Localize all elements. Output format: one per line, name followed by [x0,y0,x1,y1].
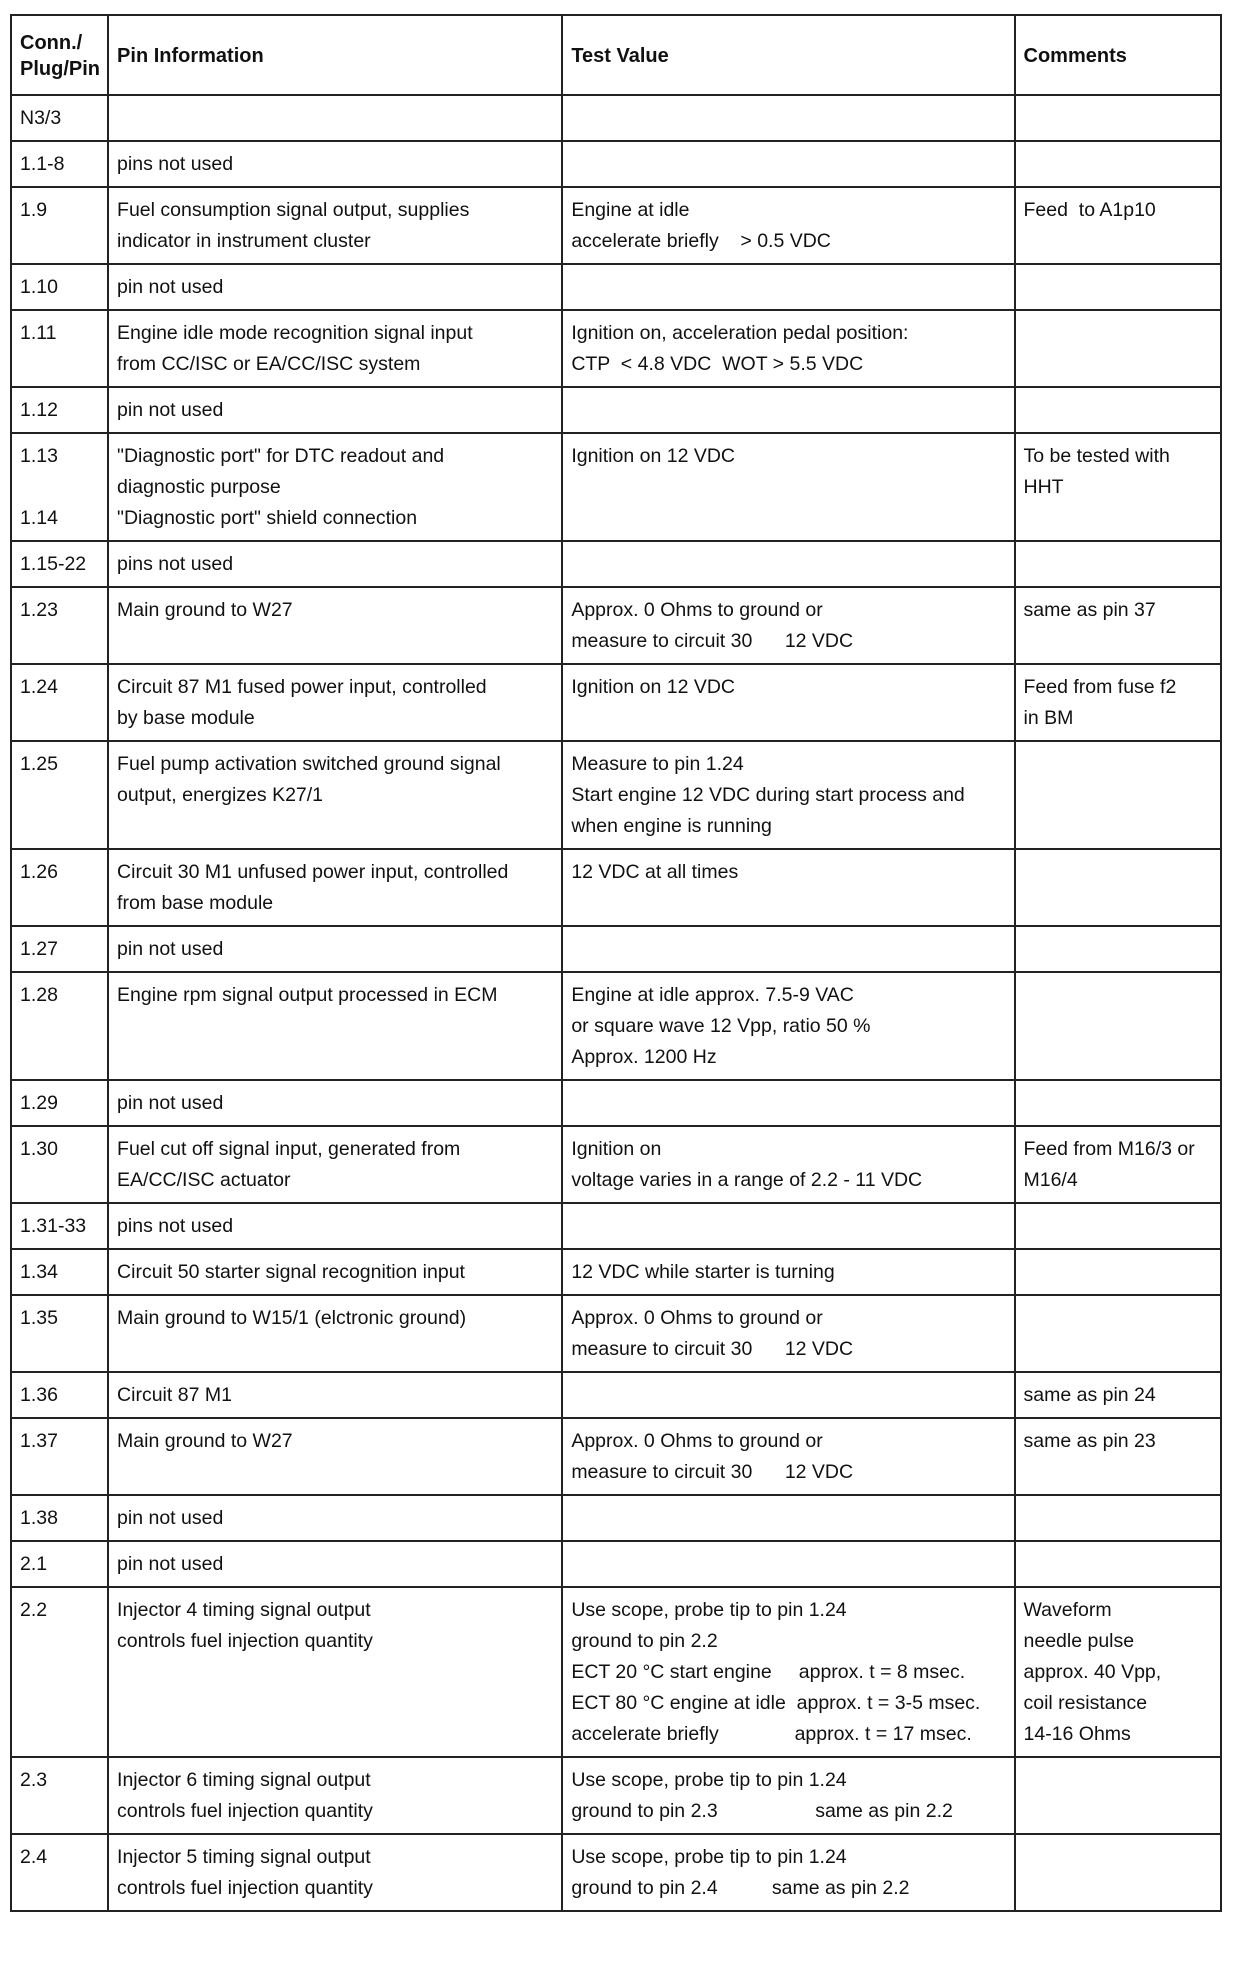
cell-pin [11,1587,108,1757]
cell-test-value [562,1757,1014,1834]
cell-pin-info [108,1418,562,1495]
cell-pin-info [108,849,562,926]
cell-pin-text: 2.2 [20,1599,48,1621]
header-test-value: Test Value [562,15,1014,95]
table-row [11,187,1221,264]
cell-pin-info [108,1295,562,1372]
cell-comment [1015,1295,1222,1372]
cell-pin-text: 1.9 [20,199,48,221]
cell-pin [11,849,108,926]
cell-pin-info-text: Fuel consumption signal output, supplies indicator in instrument cluster [117,199,470,252]
cell-comment [1015,1834,1222,1911]
cell-test-value [562,187,1014,264]
cell-test-value [562,95,1014,141]
cell-test-value [562,741,1014,849]
cell-test-value [562,141,1014,187]
table-row [11,541,1221,587]
cell-pin-info [108,387,562,433]
cell-pin-info [108,1541,562,1587]
table-row [11,849,1221,926]
cell-comment [1015,310,1222,387]
cell-pin-text: 1.30 [20,1138,58,1160]
cell-pin-text: 1.37 [20,1430,58,1452]
table-row [11,1757,1221,1834]
header-pin-info: Pin Information [108,15,562,95]
cell-comment [1015,1126,1222,1203]
cell-test-value-text: Ignition on, acceleration pedal position: CTP < 4.8 VDC WOT > 5.5 VDC [571,322,909,375]
cell-pin-info [108,1757,562,1834]
cell-pin-text: 1.11 [20,322,57,344]
header-conn: Conn./ Plug/Pin [11,15,108,95]
table-row [11,310,1221,387]
cell-test-value [562,387,1014,433]
cell-test-value-text: Use scope, probe tip to pin 1.24 ground to pin 2.3 same as pin 2.2 [571,1769,953,1822]
cell-test-value-text: Engine at idle accelerate briefly > 0.5 VDC [571,199,831,252]
cell-pin-info [108,972,562,1080]
cell-test-value-text: 12 VDC while starter is turning [571,1261,835,1283]
cell-pin-info-text: Main ground to W27 [117,599,293,621]
cell-comment-text: same as pin 37 [1023,599,1156,621]
cell-pin [11,1080,108,1126]
cell-pin-info-text: Engine idle mode recognition signal input from CC/ISC or EA/CC/ISC system [117,322,473,375]
cell-comment [1015,187,1222,264]
cell-test-value-text: Use scope, probe tip to pin 1.24 ground to pin 2.4 same as pin 2.2 [571,1846,910,1899]
cell-pin-info [108,541,562,587]
cell-pin-info [108,664,562,741]
cell-test-value [562,1295,1014,1372]
cell-pin-info-text: Injector 5 timing signal output controls fuel injection quantity [117,1846,373,1899]
table-row [11,1203,1221,1249]
cell-test-value [562,1080,1014,1126]
cell-pin-info-text: Engine rpm signal output processed in ECM [117,984,498,1006]
cell-test-value [562,1495,1014,1541]
cell-pin-info-text: Fuel cut off signal input, generated from EA/CC/ISC actuator [117,1138,461,1191]
cell-comment [1015,95,1222,141]
cell-comment [1015,1587,1222,1757]
cell-comment-text: same as pin 23 [1023,1430,1156,1452]
cell-pin [11,264,108,310]
cell-test-value [562,664,1014,741]
cell-test-value [562,433,1014,541]
cell-test-value [562,1203,1014,1249]
cell-pin-info-text: pin not used [117,399,224,421]
cell-pin-info-text: Fuel pump activation switched ground signal output, energizes K27/1 [117,753,501,806]
cell-test-value [562,310,1014,387]
cell-test-value [562,1587,1014,1757]
cell-test-value [562,541,1014,587]
cell-pin-text: 1.25 [20,753,58,775]
cell-comment [1015,387,1222,433]
cell-pin-info [108,1834,562,1911]
cell-pin-info-text: pin not used [117,1092,224,1114]
cell-pin [11,741,108,849]
cell-pin [11,1834,108,1911]
cell-test-value-text: Approx. 0 Ohms to ground or measure to circuit 30 12 VDC [571,1430,854,1483]
cell-pin [11,541,108,587]
cell-test-value-text: 12 VDC at all times [571,861,739,883]
cell-test-value-text: Engine at idle approx. 7.5-9 VAC or square wave 12 Vpp, ratio 50 % Approx. 1200 Hz [571,984,871,1068]
cell-pin-info-text: pins not used [117,1215,234,1237]
cell-pin [11,1541,108,1587]
table-row [11,1587,1221,1757]
cell-test-value [562,1418,1014,1495]
table-row [11,433,1221,541]
cell-comment [1015,433,1222,541]
cell-pin [11,664,108,741]
cell-pin-text: 1.12 [20,399,58,421]
cell-pin-text: 2.4 [20,1846,48,1868]
cell-comment [1015,1418,1222,1495]
cell-pin-info [108,741,562,849]
cell-comment-text: Feed from fuse f2 in BM [1023,676,1177,729]
cell-pin-text: 1.29 [20,1092,58,1114]
cell-pin [11,187,108,264]
cell-pin-info [108,1495,562,1541]
cell-test-value [562,849,1014,926]
cell-pin-info-text: Injector 6 timing signal output controls fuel injection quantity [117,1769,373,1822]
cell-pin-text: 1.13 1.14 [20,445,58,529]
table-row [11,972,1221,1080]
cell-pin-text: 1.38 [20,1507,58,1529]
cell-test-value [562,1541,1014,1587]
cell-pin-info [108,1203,562,1249]
cell-test-value-text: Approx. 0 Ohms to ground or measure to circuit 30 12 VDC [571,599,854,652]
cell-comment [1015,141,1222,187]
cell-pin-text: 1.15-22 [20,553,87,575]
cell-comment [1015,1080,1222,1126]
cell-pin [11,1203,108,1249]
cell-pin-text: 1.23 [20,599,58,621]
cell-pin [11,1295,108,1372]
table-row [11,1080,1221,1126]
cell-pin-text: 1.34 [20,1261,58,1283]
cell-pin [11,587,108,664]
cell-comment [1015,587,1222,664]
cell-pin-text: 2.3 [20,1769,48,1791]
table-row [11,587,1221,664]
cell-pin [11,95,108,141]
cell-pin [11,387,108,433]
cell-pin-info-text: pins not used [117,153,234,175]
cell-pin-text: 1.26 [20,861,58,883]
cell-pin-info-text: pin not used [117,1507,224,1529]
cell-pin-info-text: "Diagnostic port" for DTC readout and diagnostic purpose "Diagnostic port" shield connection [117,445,445,529]
cell-test-value [562,972,1014,1080]
cell-pin-text: 1.36 [20,1384,58,1406]
cell-comment [1015,1541,1222,1587]
cell-pin [11,1418,108,1495]
cell-pin-info [108,587,562,664]
cell-comment [1015,1249,1222,1295]
cell-pin-info-text: pin not used [117,1553,224,1575]
cell-pin-info-text: pin not used [117,276,224,298]
cell-pin-info [108,310,562,387]
cell-pin-text: 1.10 [20,276,58,298]
cell-test-value-text: Ignition on 12 VDC [571,445,735,467]
cell-pin-info [108,433,562,541]
cell-pin [11,141,108,187]
cell-comment [1015,1757,1222,1834]
table-row [11,926,1221,972]
cell-pin [11,1495,108,1541]
table-row [11,264,1221,310]
cell-pin-text: 1.1-8 [20,153,65,175]
cell-pin-info [108,187,562,264]
cell-pin [11,433,108,541]
cell-pin-info [108,1080,562,1126]
cell-pin-text: 1.35 [20,1307,58,1329]
cell-test-value-text: Use scope, probe tip to pin 1.24 ground to pin 2.2 ECT 20 °C start engine approx. t = 8 msec. ECT 80 °C engine at idle approx. t = 3-5 msec. accelerate briefly approx. t = 17 msec. [571,1599,981,1745]
cell-comment [1015,664,1222,741]
cell-pin-info-text: Main ground to W27 [117,1430,293,1452]
cell-test-value [562,1834,1014,1911]
table-row [11,1249,1221,1295]
table-row [11,1495,1221,1541]
cell-pin-info [108,95,562,141]
cell-pin-info-text: Circuit 87 M1 [117,1384,232,1406]
cell-pin-info-text: Circuit 30 M1 unfused power input, controlled from base module [117,861,509,914]
cell-comment-text: To be tested with HHT [1023,445,1170,498]
cell-comment [1015,741,1222,849]
cell-pin-info-text: pin not used [117,938,224,960]
cell-pin-info [108,264,562,310]
cell-comment-text: same as pin 24 [1023,1384,1156,1406]
cell-comment [1015,926,1222,972]
cell-test-value [562,1249,1014,1295]
cell-comment [1015,1372,1222,1418]
table-row [11,1834,1221,1911]
cell-pin-text: 1.31-33 [20,1215,87,1237]
table-row [11,1541,1221,1587]
cell-test-value [562,1372,1014,1418]
pin-table [10,14,1222,1912]
cell-comment [1015,264,1222,310]
pin-table-sheet [10,14,1222,1912]
cell-pin-info [108,926,562,972]
cell-pin-info-text: Injector 4 timing signal output controls fuel injection quantity [117,1599,373,1652]
cell-pin-info-text: Circuit 50 starter signal recognition input [117,1261,465,1283]
table-row [11,387,1221,433]
cell-comment-text: Feed to A1p10 [1023,199,1156,221]
cell-pin-info-text: Circuit 87 M1 fused power input, controlled by base module [117,676,487,729]
cell-pin-info [108,1372,562,1418]
cell-test-value-text: Measure to pin 1.24 Start engine 12 VDC during start process and when engine is running [571,753,965,837]
cell-test-value [562,1126,1014,1203]
header-row [11,15,1221,95]
table-row [11,1418,1221,1495]
cell-pin [11,926,108,972]
cell-test-value [562,587,1014,664]
table-row [11,1295,1221,1372]
cell-pin [11,1126,108,1203]
table-row [11,95,1221,141]
cell-comment-text: Waveform needle pulse approx. 40 Vpp, coil resistance 14-16 Ohms [1023,1599,1162,1745]
cell-pin-text: 1.27 [20,938,58,960]
cell-test-value-text: Ignition on 12 VDC [571,676,735,698]
cell-pin-info-text: Main ground to W15/1 (elctronic ground) [117,1307,467,1329]
table-row [11,664,1221,741]
cell-pin [11,1249,108,1295]
cell-pin [11,310,108,387]
cell-comment [1015,972,1222,1080]
cell-pin-text: 2.1 [20,1553,48,1575]
cell-pin-info [108,1587,562,1757]
cell-test-value [562,264,1014,310]
cell-comment [1015,849,1222,926]
cell-pin-text: 1.28 [20,984,58,1006]
cell-pin-info-text: pins not used [117,553,234,575]
cell-pin [11,972,108,1080]
cell-pin-text: 1.24 [20,676,58,698]
cell-test-value [562,926,1014,972]
cell-test-value-text: Approx. 0 Ohms to ground or measure to circuit 30 12 VDC [571,1307,854,1360]
cell-pin-info [108,141,562,187]
table-row [11,741,1221,849]
cell-pin-text: N3/3 [20,107,62,129]
table-row [11,141,1221,187]
cell-pin-info [108,1126,562,1203]
cell-pin [11,1372,108,1418]
table-row [11,1126,1221,1203]
cell-pin [11,1757,108,1834]
cell-test-value-text: Ignition on voltage varies in a range of 2.2 - 11 VDC [571,1138,923,1191]
cell-comment [1015,1203,1222,1249]
cell-comment [1015,541,1222,587]
cell-comment [1015,1495,1222,1541]
cell-comment-text: Feed from M16/3 or M16/4 [1023,1138,1195,1191]
table-row [11,1372,1221,1418]
header-comments: Comments [1015,15,1222,95]
cell-pin-info [108,1249,562,1295]
